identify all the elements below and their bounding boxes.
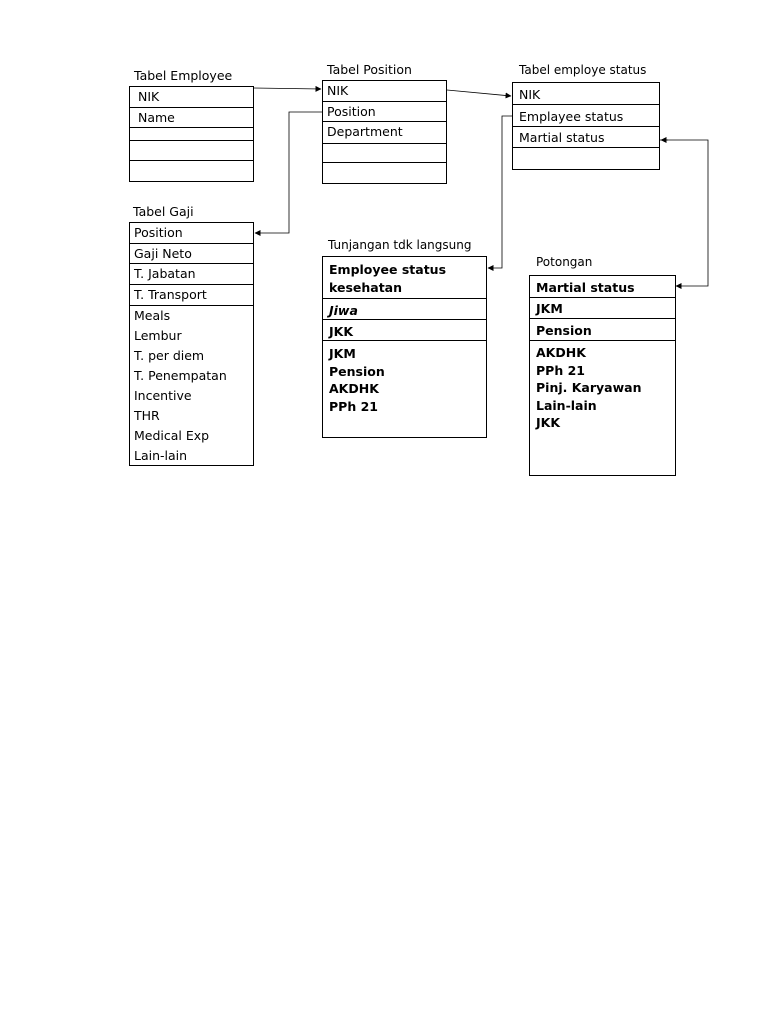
position-cell-nik: NIK — [327, 83, 349, 98]
position-cell-department: Department — [327, 124, 403, 139]
tunjangan-cell-jiwa: Jiwa — [329, 303, 358, 318]
connector-employee-nik-to-position-nik — [254, 88, 321, 89]
gaji-list-item: Lain-lain — [134, 448, 188, 463]
employe-status-table-title: Tabel employe status — [519, 63, 647, 77]
position-cell-position: Position — [327, 104, 376, 119]
potongan-cell-martial-status: Martial status — [536, 280, 635, 295]
tunjangan-list-item: JKM — [329, 346, 356, 361]
potongan-list-item: PPh 21 — [536, 362, 585, 378]
potongan-list-item: AKDHK — [536, 345, 586, 360]
gaji-list-item: Incentive — [134, 388, 192, 403]
gaji-table-title: Tabel Gaji — [133, 204, 194, 219]
gaji-list-item: Lembur — [134, 328, 182, 343]
gaji-list-item: Medical Exp — [134, 428, 210, 443]
gaji-cell-t-jabatan: T. Jabatan — [134, 266, 196, 281]
connector-position-nik-to-status-nik — [447, 90, 511, 96]
gaji-cell-t-transport: T. Transport — [134, 287, 207, 302]
employee-cell-nik: NIK — [138, 89, 160, 104]
tunjangan-list-item: PPh 21 — [329, 398, 378, 414]
employe-status-cell-emplayee-status: Emplayee status — [519, 109, 624, 124]
gaji-list-item: T. per diem — [134, 348, 205, 363]
tunjangan-cell-kesehatan: kesehatan — [329, 280, 403, 295]
gaji-list-item: Meals — [134, 308, 171, 323]
tunjangan-table-title: Tunjangan tdk langsung — [328, 238, 472, 252]
potongan-list-item: Pinj. Karyawan — [536, 380, 642, 395]
tunjangan-cell-jkk: JKK — [329, 324, 354, 339]
connector-status-to-tunjangan — [488, 116, 512, 268]
potongan-cell-pension: Pension — [536, 323, 592, 338]
gaji-list-item: THR — [134, 408, 160, 423]
gaji-list-item: T. Penempatan — [134, 368, 227, 383]
potongan-list-item: JKK — [536, 415, 561, 430]
employee-cell-name: Name — [138, 110, 175, 125]
connector-position-to-gaji-position — [255, 112, 322, 233]
employe-status-cell-martial-status: Martial status — [519, 130, 605, 145]
employe-status-cell-nik: NIK — [519, 87, 541, 102]
position-table-title: Tabel Position — [327, 62, 412, 77]
connector-martial-status-link — [660, 140, 708, 286]
potongan-list-item: Lain-lain — [536, 397, 597, 413]
gaji-cell-gaji-neto: Gaji Neto — [134, 246, 192, 261]
potongan-table-title: Potongan — [536, 255, 593, 269]
employee-table-title: Tabel Employee — [134, 68, 233, 83]
tunjangan-cell-employee-status: Employee status — [329, 262, 447, 277]
gaji-cell-position: Position — [134, 225, 183, 240]
tunjangan-list-item: Pension — [329, 363, 385, 379]
tunjangan-list-item: AKDHK — [329, 381, 379, 396]
potongan-cell-jkm: JKM — [536, 301, 563, 316]
